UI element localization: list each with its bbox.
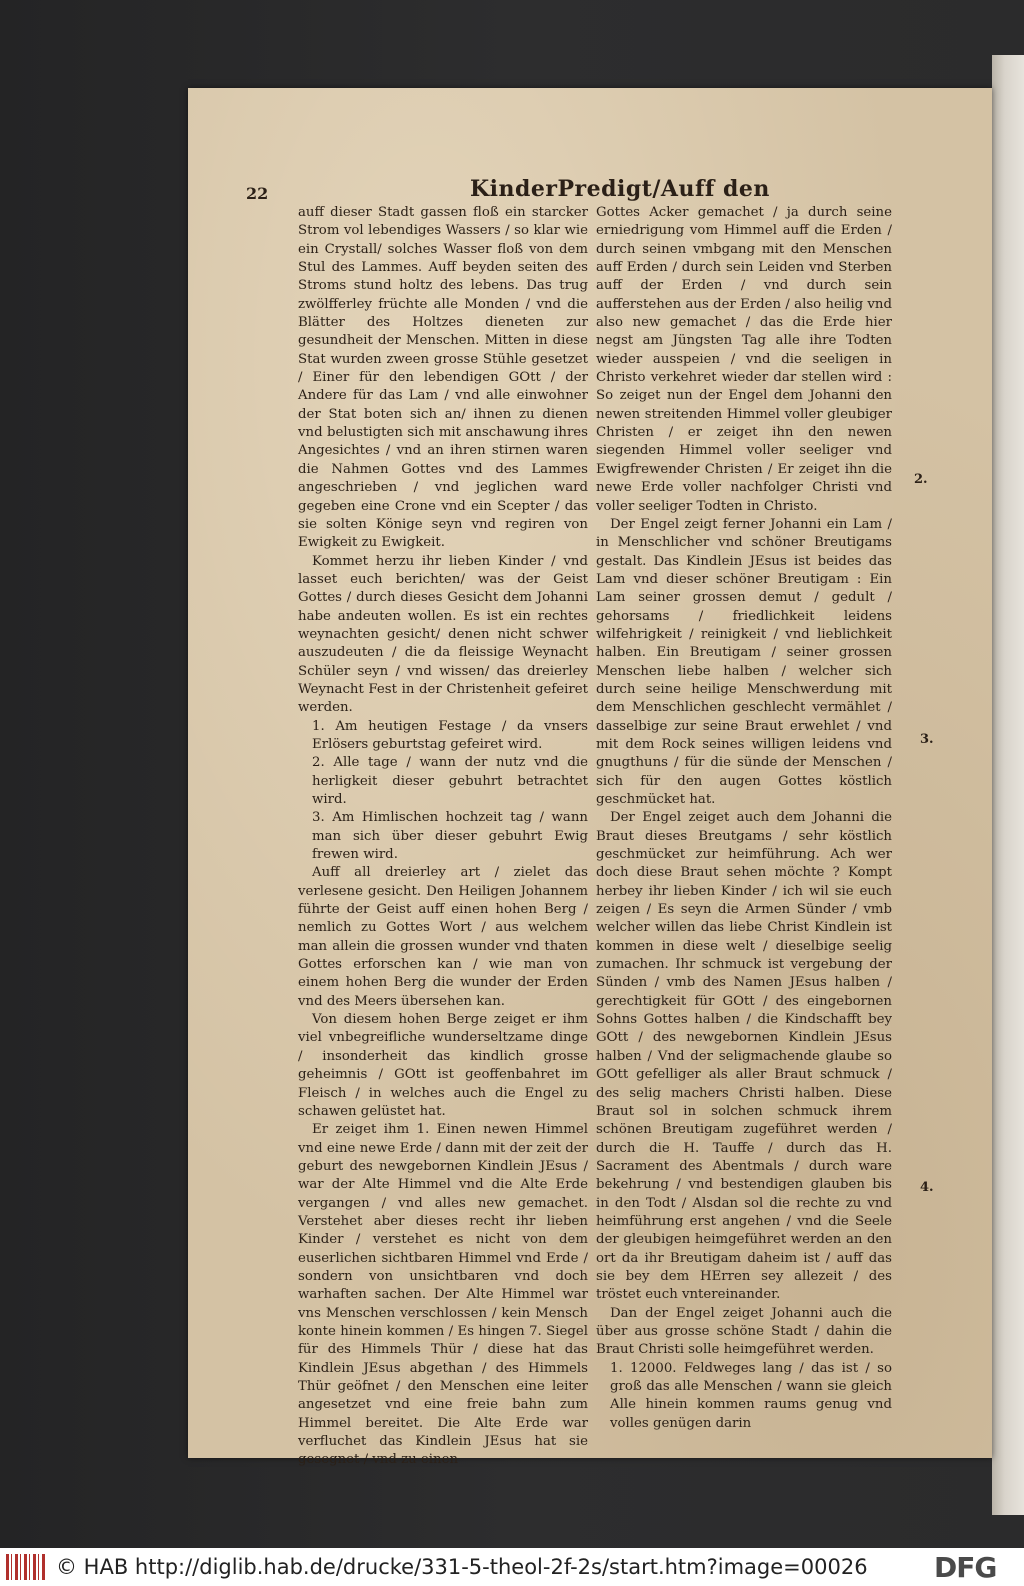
- running-head: KinderPredigt/Auff den: [470, 176, 770, 202]
- paragraph: Dan der Engel zeiget Johanni auch die über aus grosse schöne Stadt / dahin die Braut Christi solle heimgeführet werden.: [596, 1305, 892, 1358]
- next-page-edge: [992, 55, 1024, 1515]
- page-number: 22: [246, 184, 269, 203]
- margin-note: 3.: [920, 732, 934, 747]
- book-page: [188, 88, 992, 1468]
- footer-bar: [0, 1548, 1024, 1586]
- margin-note: 4.: [920, 1180, 934, 1195]
- right-text-column: [596, 204, 892, 1433]
- dfg-logo: DFG: [934, 1551, 997, 1584]
- paragraph: Kommet herzu ihr lieben Kinder / vnd lasset euch berichten/ was der Geist Gottes / durch dieses Gesicht dem Johanni habe andeuten wollen. Es ist ein rechtes weynachten gesicht/ denen nicht schwer auszudeuten / die da fleissige Weynacht Schüler seyn / vnd wissen/ das dreierley Weynacht Fest in der Christenheit gefeiret werden.: [298, 553, 588, 716]
- list-item: 1. 12000. Feldweges lang / das ist / so groß das alle Menschen / wann sie gleich Alle hinein kommen raums genug vnd volles genügen darin: [610, 1360, 892, 1431]
- barcode-icon: [6, 1554, 46, 1580]
- paragraph: Gottes Acker gemachet / ja durch seine erniedrigung vom Himmel auff die Erden / durch seinen vmbgang mit den Menschen auff Erden / durch sein Leiden vnd Sterben auff der Erden / vnd durch sein aufferstehen aus der Erden / also heilig vnd also new gemachet / das die Erde hier negst am Jüngsten Tag alle ihre Todten wieder ausspeien / vnd die seeligen in Christo verkehret wieder dar stellen wird : So zeiget nun der Engel dem Johanni den newen streitenden Himmel voller gleubiger Christen / er zeiget ihn den newen siegenden Himmel voller seeliger vnd Ewigfrewender Christen / Er zeiget ihn die newe Erde voller nachfolger Christi vnd voller seeliger Todten in Christo.: [596, 205, 892, 514]
- paragraph: Von diesem hohen Berge zeiget er ihm viel vnbegreifliche wunderseltzame dinge / insonderheit das kindlich grosse geheimnis / GOtt ist geoffenbahret im Fleisch / in welches auch die Engel zu schawen gelüstet hat.: [298, 1012, 588, 1119]
- list-item: 3. Am Himlischen hochzeit tag / wann man sich über dieser gebuhrt Ewig frewen wird.: [312, 810, 588, 863]
- list-item: 2. Alle tage / wann der nutz vnd die herligkeit dieser gebuhrt betrachtet wird.: [312, 755, 588, 807]
- paragraph: Der Engel zeiget auch dem Johanni die Braut dieses Breutgams / sehr köstlich geschmücket zur heimführung. Ach wer doch diese Braut sehen möchte ? Kompt herbey ihr lieben Kinder / ich wil sie euch zeigen / Es seyn die Armen Sünder / vmb welcher willen das liebe Christ Kindlein ist kommen in diese welt / dieselbige seelig zumachen. Ihr schmuck ist vergebung der Sünden / vmb des Namen JEsus halben / gerechtigkeit für GOtt / des eingebornen Sohns Gottes halben / die Kindschafft bey GOtt / des newgebornen Kindlein JEsus halben / Vnd der seligmachende glaube so GOtt gefelliger als aller Braut schmuck / des selig machers Christi halben. Diese Braut sol in solchen schmuck ihrem schönen Breutigam zugeführet werden / durch die H. Tauffe / durch das H. Sacrament des Abentmals / durch ware bekehrung / vnd bestendigen glauben bis in den Todt / Alsdan sol die rechte zu vnd heimführung erst angehen / vnd die Seele der gleubigen heimgeführet werden an den ort da ihr Breutigam daheim ist / auff das sie bey dem HErren sey allezeit / des tröstet euch vntereinander.: [596, 810, 892, 1303]
- paragraph: Der Engel zeigt ferner Johanni ein Lam / in Menschlicher vnd schöner Breutigams gestalt. Das Kindlein JEsus ist beides das Lam vnd dieser schöner Breutigam : Ein Lam seiner grossen demut / gedult / gehorsams / friedlichkeit leidens wilfehrigkeit / reinigkeit / vnd lieblichkeit halben. Ein Breutigam / seiner grossen Menschen liebe halben / welcher sich durch seine heilige Menschwerdung mit dem Menschlichen geschlecht vermählet / dasselbige zur seine Braut erwehlet / vnd mit dem Rock seines willigen leidens vnd gnugthuns / für die sünde der Menschen / sich für den augen Gottes köstlich geschmücket hat.: [596, 516, 892, 807]
- margin-note: 2.: [914, 472, 928, 487]
- paragraph: auff dieser Stadt gassen floß ein starcker Strom vol lebendiges Wassers / so klar wie ein Crystall/ solches Wasser floß von dem Stul des Lammes. Auff beyden seiten des Stroms stund holtz des lebens. Das trug zwölfferley früchte alle Monden / vnd die Blätter des Holtzes dieneten zur gesundheit der Menschen. Mitten in diese Stat wurden zween grosse Stühle gesetzet / Einer für den lebendigen GOtt / der Andere für das Lam / vnd alle einwohner der Stat boten sich an/ ihnen zu dienen vnd belustigten sich mit anschawung ihres Angesichtes / vnd an ihren stirnen waren die Nahmen Gottes vnd des Lammes angeschrieben / vnd jeglichen ward gegeben eine Crone vnd ein Scepter / das sie solten Könige seyn vnd regiren von Ewigkeit zu Ewigkeit.: [298, 205, 588, 551]
- paragraph: Er zeiget ihm 1. Einen newen Himmel vnd eine newe Erde / dann mit der zeit der geburt des newgebornen Kindlein JEsus / war der Alte Himmel vnd die Alte Erde vergangen / vnd alles new gemachet. Verstehet aber dieses recht ihr lieben Kinder / verstehet es nicht von dem euserlichen sichtbaren Himmel vnd Erde / sondern von unsichtbaren vnd doch warhaften sachen. Der Alte Himmel war vns Menschen verschlossen / kein Mensch konte hinein kommen / Es hingen 7. Siegel für des Himmels Thür / diese hat das Kindlein JEsus abgethan / des Himmels Thür geöfnet / den Menschen eine leiter angesetzet vnd eine freie bahn zum Himmel bereitet. Die Alte Erde war verfluchet das Kindlein JEsus hat sie gesegnet / vnd zu einen: [298, 1122, 588, 1468]
- list-item: 1. Am heutigen Festage / da vnsers Erlösers geburtstag gefeiret wird.: [312, 718, 588, 752]
- source-link[interactable]: © HAB http://diglib.hab.de/drucke/331-5-theol-2f-2s/start.htm?image=00026: [56, 1555, 868, 1579]
- paragraph: Auff all dreierley art / zielet das verlesene gesicht. Den Heiligen Johannem führte der Geist auff einen hohen Berg / nemlich zu Gottes Wort / aus welchem man allein die grossen wunder vnd thaten Gottes erforschen kan / wie man von einem hohen Berg die wunder der Erden vnd des Meers übersehen kan.: [298, 865, 588, 1009]
- left-text-column: [298, 204, 588, 1470]
